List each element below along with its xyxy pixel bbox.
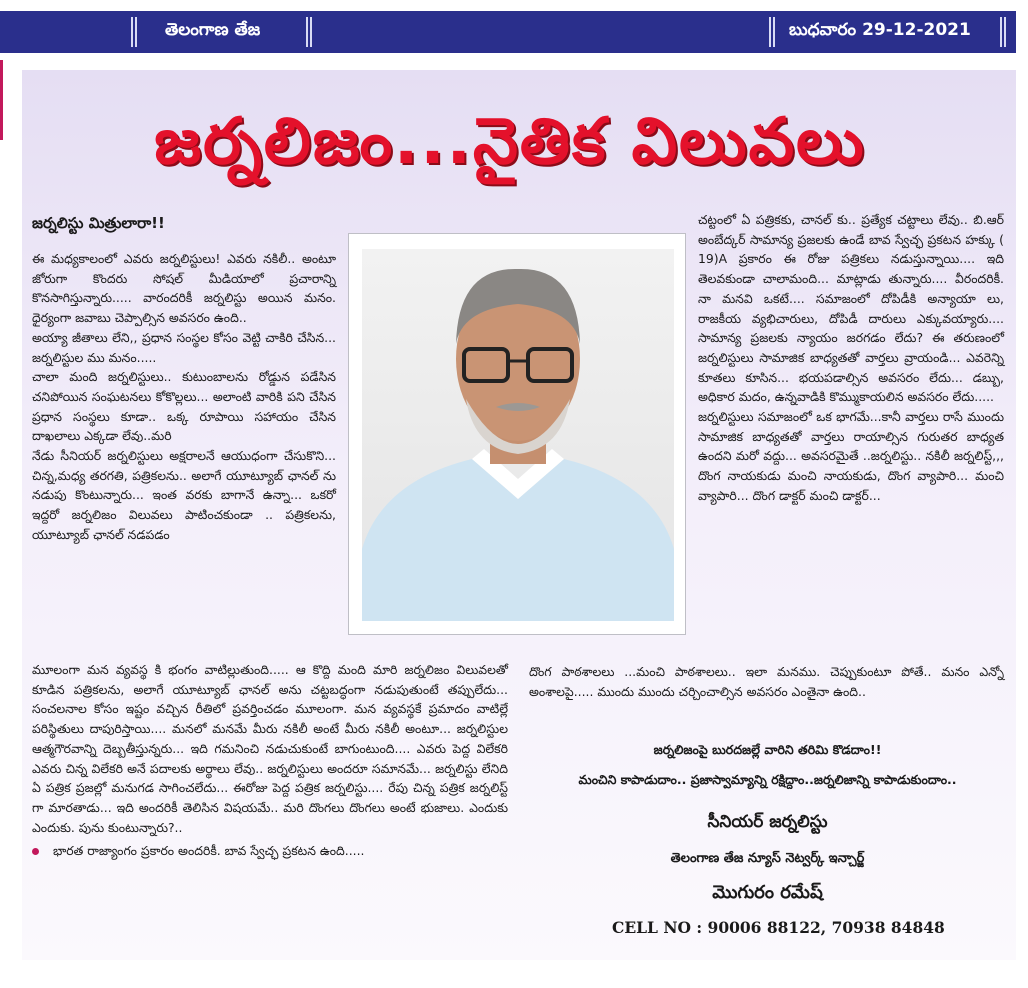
divider <box>306 17 312 47</box>
divider <box>769 17 775 47</box>
paragraph: దొంగ పాఠశాలలు ...మంచి పాఠశాలలు.. ఇలా మనము. చెప్పుకుంటూ పోతే.. మనం ఎన్నో అంశాలపై..... ముందు ముందు చర్చించాల్సిన అవసరం ఎంతైనా ఉంది.. <box>529 664 1004 699</box>
column-right <box>698 210 1004 506</box>
bullet-point: భారత రాజ్యాంగం ప్రకారం అందరికీ. బావ స్వేచ్ఛ ప్రకటన ఉంది..... <box>32 841 508 861</box>
column-left <box>32 249 336 545</box>
paragraph: అయ్యా జీతాలు లేని,, ప్రధాన సంస్థల కోసం వెట్టి చాకిరి చేసిన... జర్నలిస్టుల ము మనం..... <box>32 329 336 365</box>
bullet-icon <box>32 848 39 855</box>
subhead: జర్నలిస్టు మిత్రులారా!! <box>32 214 165 232</box>
masthead-bar <box>0 11 1016 53</box>
paragraph: చాలా మంది జర్నలిస్టులు.. కుటుంబాలను రోడ్డున పడేసిన చనిపోయిన సంఘటనలు కోకొల్లలు... అలాంటి వారికి పని చేసిన ప్రధాన సంస్థలు కూడా.. ఒక్క రూపాయి సహాయం చేసిన దాఖలాలు ఎక్కడా లేవు..మరి <box>32 369 336 444</box>
closing-line-1: జర్నలిజంపై బురదజల్లే వారిని తరిమి కొడదాం!! <box>653 742 882 757</box>
author-photo <box>348 233 686 635</box>
contact-number: CELL NO : 90006 88122, 70938 84848 <box>612 918 945 937</box>
paragraph: ఈ మధ్యకాలంలో ఎవరు జర్నలిస్టులు! ఎవరు నకిలీ.. అంటూ జోరుగా కొందరు సోషల్ మీడియాలో ప్రచారాన్ని కొనసాగిస్తున్నారు..... వారందరికీ జర్నలిస్టు అయిన మనం. ధైర్యంగా జవాబు చెప్పాల్సిన అవసరం ఉంది.. <box>32 251 336 326</box>
byline-role: తెలంగాణ తేజ న్యూస్ నెట్వర్క్ ఇన్చార్జ్ <box>670 851 865 866</box>
byline-name: మొగురం రమేష్ <box>712 882 823 903</box>
paragraph: చట్టంలో ఏ పత్రికకు, చానల్ కు.. ప్రత్యేక చట్టాలు లేవు.. బి.ఆర్ అంబేద్కర్ సామాన్య ప్రజలకు ఉండే బావ స్వేచ్ఛ ప్రకటన హక్కు ( 19)A ప్రకారం ఈ రోజు పత్రికలు నడుస్తున్నాయి.... ఇది తెలవకుండా చాలామంది... మాట్లాడు తున్నారు.... వీరందరికీ. నా మనవి ఒకటే.... సమాజంలో దోపిడీకి అన్యాయా లు, రాజకీయ వ్యభిచారులు, దోపిడీ దారులు ఎక్కువయ్యారు.... సామాన్య ప్రజలకు న్యాయం జరగడం లేదు? ఈ తరుణంలో జర్నలిస్టులు సామాజిక బాధ్యతతో వార్తలు వ్రాయండి... ఎవరెన్ని కూతలు కూసిన... భయపడాల్సిన అవసరం లేదు... డబ్బు, అధికార మదం, ఉన్నవాడికి కొమ్ముకాయలిన అవసరం లేదు..... <box>698 212 1004 405</box>
portrait-illustration <box>362 249 674 621</box>
column-right-tail <box>529 662 1004 701</box>
issue-date: బుధవారం 29-12-2021 <box>789 20 971 40</box>
divider <box>131 17 137 47</box>
paragraph: నేడు సీనియర్ జర్నలిస్టులు అక్షరాలనే ఆయుధంగా చేసుకొని... చిన్న,మధ్య తరగతి, పత్రికలను.. అలాగే యూట్యూబ్ ఛానల్ ను నడుపు కొంటున్నారు... ఇంత వరకు బాగానే ఉన్నా... ఒకరో ఇద్దరో జర్నలిజం విలువలు పాటించకుండా .. పత్రికలను, యూట్యూబ్ ఛానల్ నడపడం <box>32 448 336 542</box>
byline-title: సీనియర్ జర్నలిస్టు <box>707 812 828 832</box>
left-accent <box>0 60 3 140</box>
closing-line-2: మంచిని కాపాడుదాం.. ప్రజాస్వామ్యాన్ని రక్షిద్దాం..జర్నలిజాన్ని కాపాడుకుందాం.. <box>578 772 957 787</box>
headline: జర్నలిజం...నైతిక విలువలు <box>154 105 866 179</box>
divider <box>1000 17 1006 47</box>
paragraph: జర్నలిస్టులు సమాజంలో ఒక భాగమే...కానీ వార్తలు రాసే ముందు సామాజిక బాధ్యతతో వార్తలు రాయాల్సిన గురుతర బాధ్యత ఉందని మరో వద్దు... అవసరమైతే ..జర్నలిస్టు.. నకిలీ జర్నలిస్ట్,,, దొంగ నాయకుడు మంచి నాయకుడు, దొంగ వ్యాపారి... మంచి వ్యాపారి... దొంగ డాక్టర్ మంచి డాక్టర్... <box>698 409 1004 503</box>
column-wide <box>32 660 508 861</box>
paper-name: తెలంగాణ తేజ <box>165 20 261 40</box>
paragraph: మూలంగా మన వ్యవస్థ కి భంగం వాటిల్లుతుంది..... ఆ కొద్ది మంది మారి జర్నలిజం విలువలతో కూడిన పత్రికలను, అలాగే యూట్యూబ్ ఛానల్ అను చట్టబద్ధంగా నడుపుతుంటే తప్పులేదు... సంచలనాల కోసం ఇష్టం వచ్చిన రీతిలో ప్రవర్తించడం మూలంగా. మన వ్యవస్థకే ప్రమాదం వాటిల్లే పరిస్థితులు దాపురిస్తాయి.... మనలో మనమే మీరు నకిలీ అంటే మీరు నకిలీ అంటూ... జర్నలిస్టుల ఆత్మగౌరవాన్ని దెబ్బతీస్తున్నరు... ఇది గమనించి నడుచుకుంటే బాగుంటుంది.... ఎవరు పెద్ద విలేకరి ఎవరు చిన్న విలేకరి అనే పదాలకు అర్థాలు లేవు.. జర్నలిస్టులు అందరూ సమానమే... జర్నలిస్టు లేనిది ఏ పత్రిక ప్రజల్లో మనుగడ సాగించలేదు... ఈరోజు పెద్ద పత్రిక జర్నలిస్టు.... రేపు చిన్న పత్రిక జర్నలిస్ట్ గా మారతాడు... ఇది అందరికీ తెలిసిన విషయమే.. మరి దొంగలు దొంగలు అంటే భుజాలు. ఎందుకు ఎందుకు. పును కుంటున్నారు?.. <box>32 662 508 835</box>
photo-background <box>362 249 674 621</box>
